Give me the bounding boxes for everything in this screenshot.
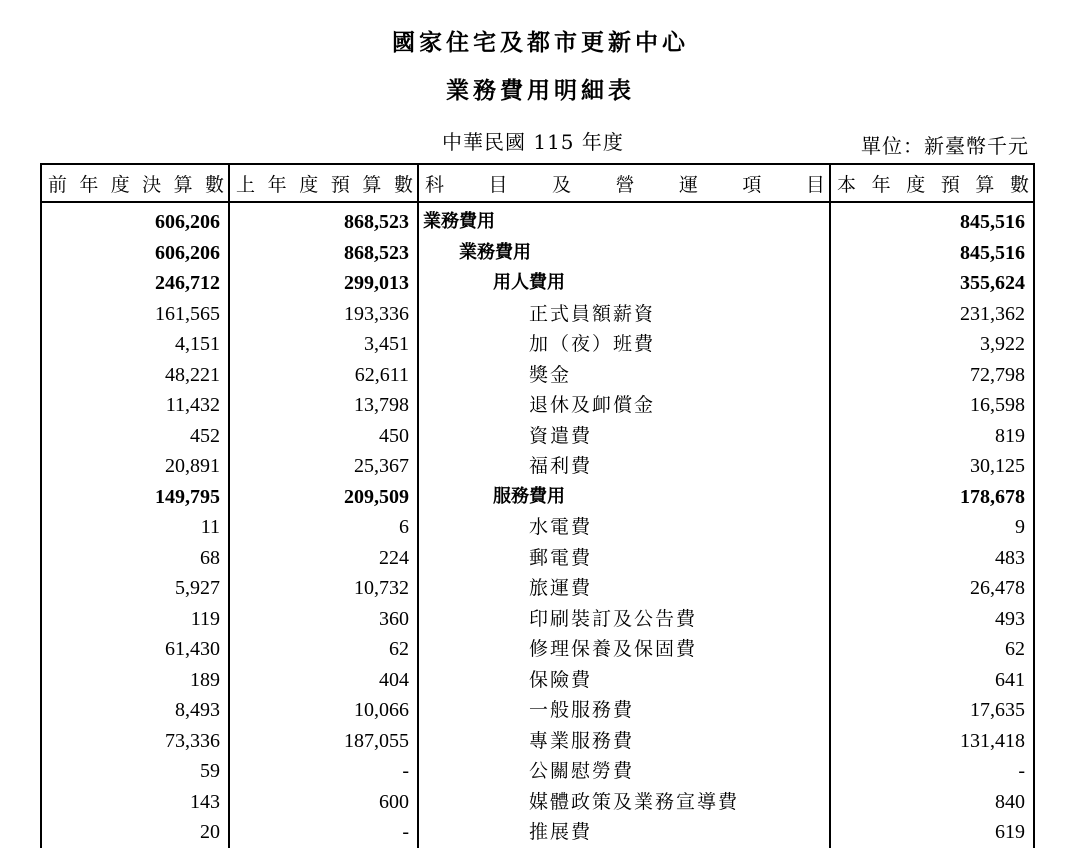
item-name-cell: 一般服務費 [418, 695, 830, 726]
table-row [41, 238, 1034, 269]
this-budget-cell: 131,418 [830, 726, 1034, 757]
header-char: 預 [940, 173, 960, 196]
item-name-cell: 業務費用 [418, 238, 830, 269]
item-name-cell: 旅運費 [418, 573, 830, 604]
item-name-cell: 印刷裝訂及公告費 [418, 604, 830, 635]
table-row [41, 604, 1034, 635]
header-char: 本 [837, 173, 857, 196]
column-header-last-budget [229, 164, 418, 202]
header-char: 算 [975, 173, 995, 196]
last-budget-cell: 450 [229, 421, 418, 452]
item-name-cell: 郵電費 [418, 543, 830, 574]
this-budget-cell: 9 [830, 512, 1034, 543]
last-budget-cell: 868,523 [229, 202, 418, 238]
prev-actual-cell: 5,927 [41, 573, 229, 604]
this-budget-cell: 819 [830, 421, 1034, 452]
this-budget-cell: 16,598 [830, 390, 1034, 421]
last-budget-cell: 10,732 [229, 573, 418, 604]
last-budget-cell: 62,611 [229, 360, 418, 391]
last-budget-cell: 62 [229, 634, 418, 665]
this-budget-cell: 17,635 [830, 695, 1034, 726]
header-char: 項 [742, 173, 762, 196]
table-row [41, 390, 1034, 421]
prev-actual-cell: 246,712 [41, 268, 229, 299]
table-row [41, 268, 1034, 299]
item-name-cell: 資遣費 [418, 421, 830, 452]
table-row [41, 451, 1034, 482]
item-name-cell: 加（夜）班費 [418, 329, 830, 360]
item-name-cell: 保險費 [418, 665, 830, 696]
header-char: 上 [236, 173, 256, 196]
table-title: 業務費用明細表 [446, 78, 635, 104]
table-row [41, 360, 1034, 391]
prev-actual-cell: 189 [41, 665, 229, 696]
header-char: 算 [362, 173, 382, 196]
organization-title: 國家住宅及都市更新中心 [392, 30, 689, 56]
item-name-cell: 專業服務費 [418, 726, 830, 757]
prev-actual-cell: 73,336 [41, 726, 229, 757]
header-char: 數 [204, 173, 224, 196]
header-char: 度 [299, 173, 319, 196]
table-row [41, 299, 1034, 330]
header-char: 營 [615, 173, 635, 196]
last-budget-cell: 187,055 [229, 726, 418, 757]
prev-actual-cell: 4,151 [41, 329, 229, 360]
this-budget-cell: 483 [830, 543, 1034, 574]
table-row [41, 787, 1034, 818]
header-char: 年 [267, 173, 287, 196]
prev-actual-cell: 68 [41, 543, 229, 574]
item-name-cell: 獎金 [418, 360, 830, 391]
item-name-cell: 媒體政策及業務宣導費 [418, 787, 830, 818]
table-row [41, 726, 1034, 757]
this-budget-cell: 178,678 [830, 482, 1034, 513]
last-budget-cell: 360 [229, 604, 418, 635]
item-name-cell: 水電費 [418, 512, 830, 543]
header-char: 科 [425, 173, 445, 196]
item-name-cell: 推展費 [418, 817, 830, 848]
header-char: 數 [1009, 173, 1029, 196]
this-budget-cell: 231,362 [830, 299, 1034, 330]
this-budget-cell: 355,624 [830, 268, 1034, 299]
header-char: 目 [488, 173, 508, 196]
item-name-cell: 福利費 [418, 451, 830, 482]
this-budget-cell: 840 [830, 787, 1034, 818]
table-row [41, 482, 1034, 513]
last-budget-cell: 6 [229, 512, 418, 543]
table-row [41, 573, 1034, 604]
this-budget-cell: 26,478 [830, 573, 1034, 604]
last-budget-cell: 209,509 [229, 482, 418, 513]
last-budget-cell: 3,451 [229, 329, 418, 360]
prev-actual-cell: 606,206 [41, 238, 229, 269]
header-char: 度 [906, 173, 926, 196]
prev-actual-cell: 48,221 [41, 360, 229, 391]
prev-actual-cell: 61,430 [41, 634, 229, 665]
table-row [41, 512, 1034, 543]
this-budget-cell: 641 [830, 665, 1034, 696]
header-char: 數 [393, 173, 413, 196]
this-budget-cell: 493 [830, 604, 1034, 635]
prev-actual-cell: 452 [41, 421, 229, 452]
table-row [41, 756, 1034, 787]
item-name-cell: 修理保養及保固費 [418, 634, 830, 665]
prev-actual-cell: 606,206 [41, 202, 229, 238]
header-char: 前 [48, 173, 68, 196]
table-body [41, 202, 1034, 848]
prev-actual-cell: 11 [41, 512, 229, 543]
last-budget-cell: 299,013 [229, 268, 418, 299]
table-row [41, 695, 1034, 726]
table-row [41, 634, 1034, 665]
table-row [41, 817, 1034, 848]
header-char: 年 [871, 173, 891, 196]
prev-actual-cell: 149,795 [41, 482, 229, 513]
fiscal-year: 中華民國 115 年度 [442, 130, 624, 154]
header-char: 運 [678, 173, 698, 196]
last-budget-cell: 224 [229, 543, 418, 574]
this-budget-cell: 3,922 [830, 329, 1034, 360]
last-budget-cell: - [229, 756, 418, 787]
table-row [41, 665, 1034, 696]
header-char: 決 [142, 173, 162, 196]
this-budget-cell: 72,798 [830, 360, 1034, 391]
header-char: 及 [551, 173, 571, 196]
item-name-cell: 公關慰勞費 [418, 756, 830, 787]
column-header-item [418, 164, 830, 202]
last-budget-cell: 13,798 [229, 390, 418, 421]
last-budget-cell: 600 [229, 787, 418, 818]
last-budget-cell: 868,523 [229, 238, 418, 269]
this-budget-cell: 62 [830, 634, 1034, 665]
item-name-cell: 用人費用 [418, 268, 830, 299]
prev-actual-cell: 143 [41, 787, 229, 818]
prev-actual-cell: 20 [41, 817, 229, 848]
prev-actual-cell: 11,432 [41, 390, 229, 421]
header-char: 度 [110, 173, 130, 196]
prev-actual-cell: 161,565 [41, 299, 229, 330]
last-budget-cell: 404 [229, 665, 418, 696]
header-char: 算 [173, 173, 193, 196]
prev-actual-cell: 119 [41, 604, 229, 635]
column-header-this-budget [830, 164, 1034, 202]
table-row [41, 421, 1034, 452]
header-char: 目 [805, 173, 825, 196]
prev-actual-cell: 8,493 [41, 695, 229, 726]
table-row [41, 543, 1034, 574]
column-header-prev-actual [41, 164, 229, 202]
item-name-cell: 正式員額薪資 [418, 299, 830, 330]
item-name-cell: 服務費用 [418, 482, 830, 513]
this-budget-cell: 30,125 [830, 451, 1034, 482]
last-budget-cell: 10,066 [229, 695, 418, 726]
last-budget-cell: 193,336 [229, 299, 418, 330]
this-budget-cell: 845,516 [830, 238, 1034, 269]
item-name-cell: 業務費用 [418, 202, 830, 238]
header-row [41, 164, 1034, 202]
header-char: 預 [330, 173, 350, 196]
last-budget-cell: - [229, 817, 418, 848]
table-row [41, 329, 1034, 360]
prev-actual-cell: 59 [41, 756, 229, 787]
table-row [41, 202, 1034, 238]
expense-detail-table [40, 163, 1035, 848]
item-name-cell: 退休及卹償金 [418, 390, 830, 421]
last-budget-cell: 25,367 [229, 451, 418, 482]
header-char: 年 [79, 173, 99, 196]
prev-actual-cell: 20,891 [41, 451, 229, 482]
this-budget-cell: - [830, 756, 1034, 787]
this-budget-cell: 619 [830, 817, 1034, 848]
currency-unit: 單位：新臺幣千元 [861, 134, 1029, 158]
this-budget-cell: 845,516 [830, 202, 1034, 238]
